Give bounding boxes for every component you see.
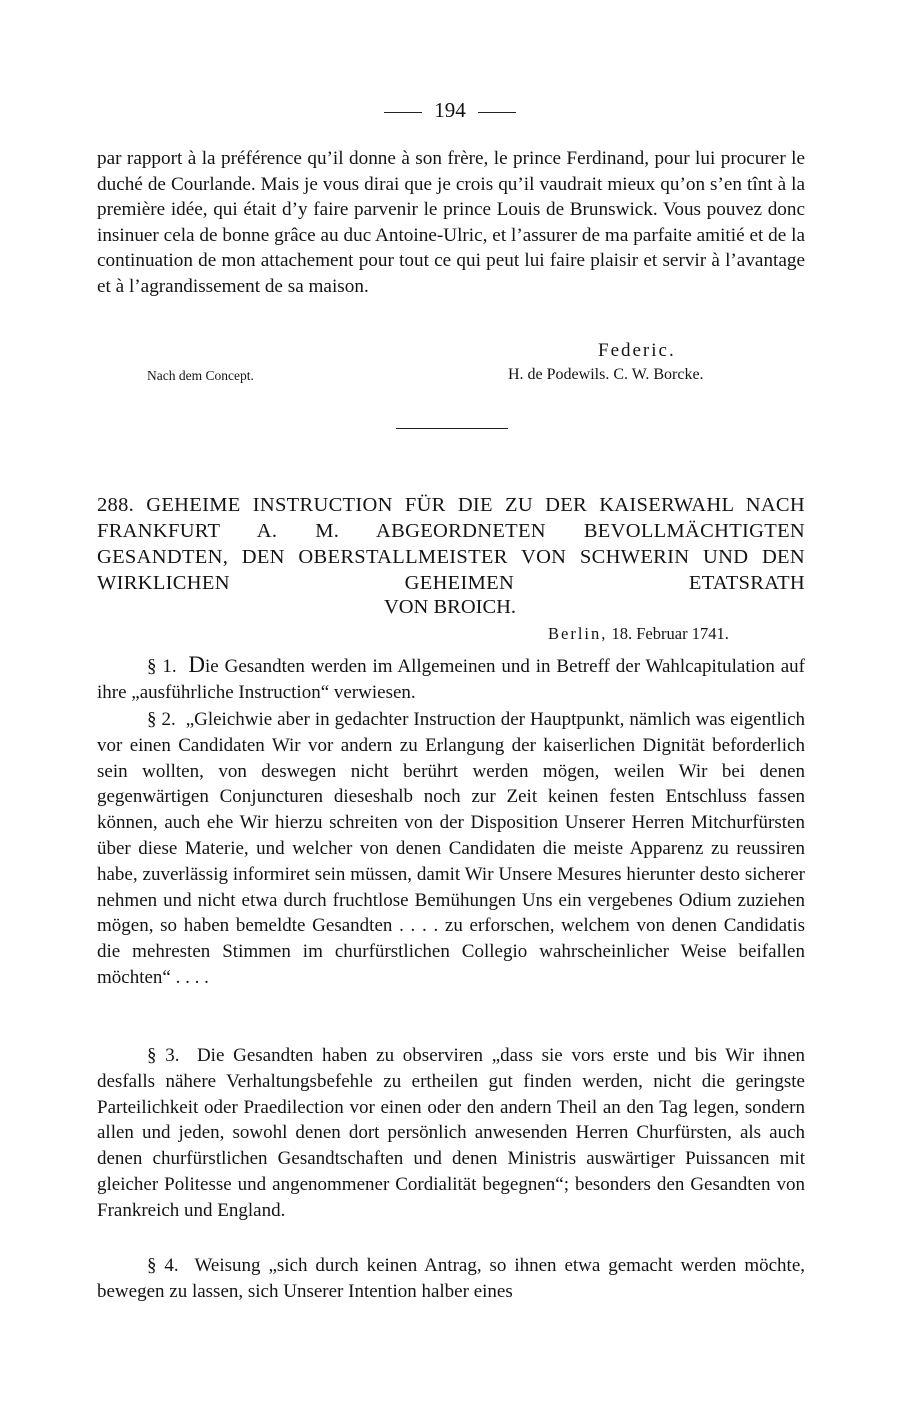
paragraph-marker: § 2. (147, 709, 176, 730)
document-heading-last-line: VON BROICH. (383, 596, 517, 618)
paragraph-text: Die Gesandten haben zu observiren „dass sie vors erste und bis Wir ihnen desfalls nähere Verhaltungsbefehle zu ertheilen gut finden werden, nicht die geringste Parteilichkeit oder Praedilection vor einen oder den andern Theil an den Tag legen, sondern allen und jeden, sowohl denen dort persönlich anwesenden Herren Churfürsten, als auch denen churfürstlichen Gesandtschaften und denen Ministris auswärtiger Puissancen mit gleicher Politesse und angenommener Cordialität begegnen“; besonders den Gesandten von Frankreich und England. (97, 1045, 806, 1221)
dateline-date: 18. Februar 1741. (611, 624, 729, 643)
header-dash-left (384, 112, 422, 113)
dateline (548, 624, 729, 644)
letter-continuation (97, 146, 805, 300)
section-divider (396, 428, 508, 429)
paragraph-text: Weisung „sich durch keinen Antrag, so ihnen etwa gemacht werden möchte, bewegen zu lassen, sich Unserer Intention halber eines (97, 1255, 806, 1302)
paragraph-marker: § 4. (147, 1255, 179, 1276)
paragraph-2 (97, 707, 805, 991)
page-number: 194 (434, 98, 466, 122)
paragraph-text: „Gleichwie aber in gedachter Instruction der Hauptpunkt, nämlich was eigentlich vor einen Candidaten Wir vor andern zu Erlangung der kaiserlichen Dignität beforderlich sein wollten, von deswegen nicht berührt werden mögen, weilen Wir bei denen gegenwärtigen Conjuncturen dieseshalb noch zur Zeit keinen festen Entschluss fassen können, auch ehe Wir hierzu schreiten von der Disposition Unserer Herren Mitchurfürsten über diese Materie, und welcher von denen Candidaten die meiste Apparenz zu reussiren habe, zuverlässig informiret sein müssen, damit Wir Unsere Mesures hierunter desto sicherer nehmen und nicht etwa durch fruchtlose Bemühungen Uns ein vergebenes Odium zuziehen mögen, so haben bemeldte Gesandten . . . . zu erforschen, welchem von denen Candidatis die mehresten Stimmen im churfürstlichen Collegio wahrscheinlicher Weise beifallen möchten“ . . . . (97, 709, 806, 988)
paragraph-1 (97, 652, 805, 706)
paragraph-marker: § 3. (147, 1045, 180, 1066)
paragraph-text: ie Gesandten werden im Allgemeinen und in Betreff der Wahlcapitulation auf ihre „ausführliche Instruction“ verwiesen. (97, 656, 806, 703)
source-note: Nach dem Concept. (147, 368, 254, 383)
document-heading: 288. GEHEIME INSTRUCTION FÜR DIE ZU DER KAISERWAHL NACH FRANKFURT A. M. ABGEORDNETEN BEVOLLMÄCHTIGTEN GESANDTEN, DEN OBERSTALLMEISTER VON SCHWERIN UND DEN WIRKLICHEN GEHEIMEN ETATSRATH (97, 494, 805, 594)
header-dash-right (478, 112, 516, 113)
signature: Federic. (598, 340, 676, 361)
dateline-place: Berlin, (548, 624, 608, 643)
countersigners: H. de Podewils. C. W. Borcke. (508, 366, 704, 383)
paragraph-initial: D (188, 652, 206, 677)
paragraph-4 (97, 1253, 805, 1305)
paragraph-marker: § 1. (147, 656, 177, 677)
page-header (0, 98, 900, 123)
letter-text: par rapport à la préférence qu’il donne à son frère, le prince Ferdinand, pour lui procurer le duché de Courlande. Mais je vous dirai que je crois qu’il vaudrait mieux qu’on s’en tînt à la première idée, qui était d’y faire parvenir le prince Louis de Brunswick. Vous pouvez donc insinuer cela de bonne grâce au duc Antoine-Ulric, et l’assurer de ma parfaite amitié et de la continuation de mon attachement pour tout ce qui peut lui faire plaisir et servir à l’avantage et à l’agrandissement de sa maison. (97, 148, 805, 297)
paragraph-3 (97, 1043, 805, 1224)
